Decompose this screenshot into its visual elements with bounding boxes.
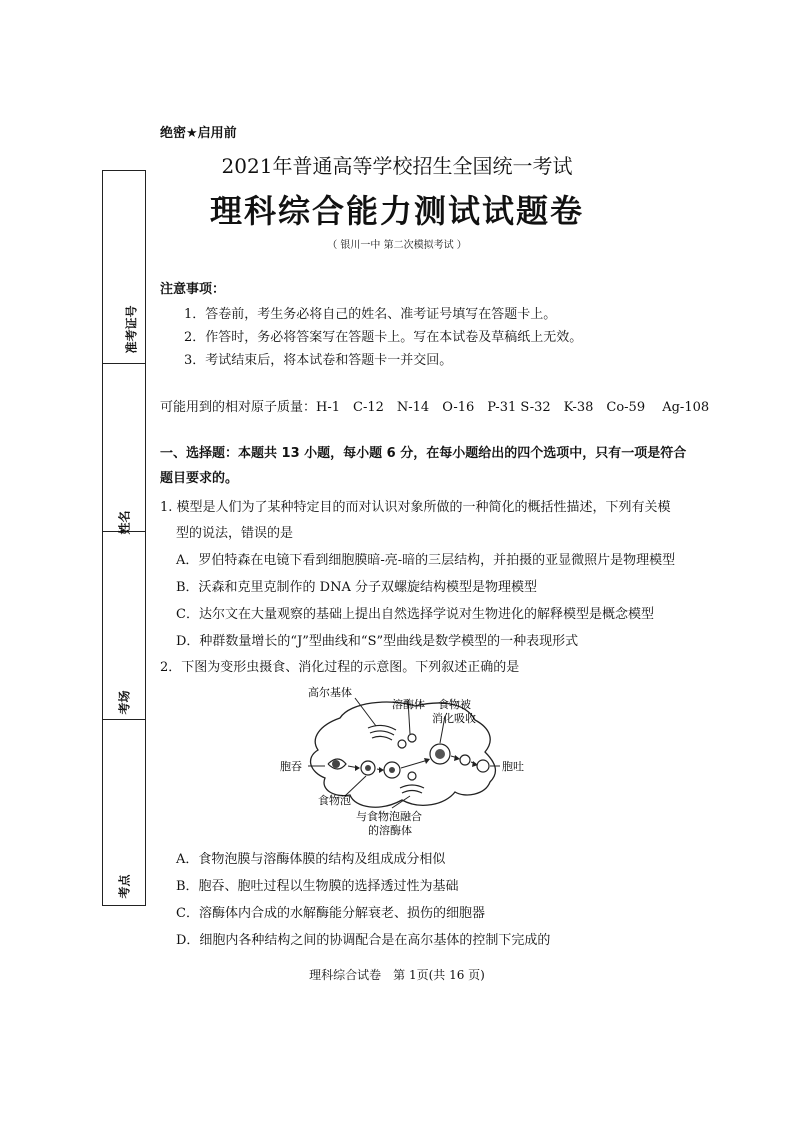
section-heading: 一、选择题：本题共 13 小题，每小题 6 分，在每小题给出的四个选项中，只有一项是符合 [160, 446, 687, 461]
strip-label-name: 姓名 [117, 510, 132, 535]
label-digest-2: 消化吸收 [432, 712, 476, 725]
label-phagocytosis: 胞吞 [280, 760, 302, 773]
page-footer: 理科综合试卷 第 1页(共 16 页) [309, 968, 485, 982]
notice-heading: 注意事项： [160, 282, 226, 297]
label-fused-2: 的溶酶体 [368, 824, 412, 837]
strip-label-exam-site: 考点 [117, 874, 132, 899]
label-fused-1: 与食物泡融合 [356, 810, 422, 823]
secret-mark: 绝密★启用前 [160, 126, 237, 141]
q2-option-d: D．细胞内各种结构之间的协调配合是在高尔基体的控制下完成的 [176, 933, 551, 948]
notice-item: 3．考试结束后，将本试卷和答题卡一并交回。 [184, 353, 453, 368]
label-food-vacuole: 食物泡 [318, 794, 351, 807]
q2-option-a: A．食物泡膜与溶酶体膜的结构及组成成分相似 [176, 852, 446, 867]
binding-strip [102, 170, 146, 906]
label-exocytosis: 胞吐 [502, 760, 524, 773]
q1-option-b: B．沃森和克里克制作的 DNA 分子双螺旋结构模型是物理模型 [176, 580, 538, 595]
exam-title: 2021年普通高等学校招生全国统一考试 [221, 154, 573, 178]
strip-label-exam-room: 考场 [117, 690, 132, 715]
atomic-masses: 可能用到的相对原子质量：H-1 C-12 N-14 O-16 P-31 S-32 K-38 Co-59 Ag-108 [160, 400, 710, 415]
label-digest-1: 食物被 [438, 698, 471, 711]
q2-option-c: C．溶酶体内合成的水解酶能分解衰老、损伤的细胞器 [176, 906, 485, 921]
label-lysosome: 溶酶体 [392, 698, 425, 711]
paper-title: 理科综合能力测试试题卷 [209, 192, 584, 230]
q1-option-d: D．种群数量增长的“J”型曲线和“S”型曲线是数学模型的一种表现形式 [176, 634, 579, 649]
notice-item: 2．作答时，务必将答案写在答题卡上。写在本试卷及草稿纸上无效。 [184, 330, 583, 345]
paper-subtitle: （ 银川一中 第二次模拟考试 ） [327, 240, 467, 251]
q1-option-a: A．罗伯特森在电镜下看到细胞膜暗-亮-暗的三层结构，并拍摄的亚显微照片是物理模型 [176, 553, 676, 568]
q1-stem: 1. 模型是人们为了某种特定目的而对认识对象所做的一种简化的概括性描述，下列有关模 [160, 500, 671, 515]
strip-label-exam-number: 准考证号 [124, 305, 139, 354]
notice-item: 1．答卷前，考生务必将自己的姓名、准考证号填写在答题卡上。 [184, 307, 557, 322]
strip-divider [103, 363, 145, 364]
q1-stem-cont: 型的说法，错误的是 [176, 526, 294, 541]
q2-stem: 2．下图为变形虫摄食、消化过程的示意图。下列叙述正确的是 [160, 660, 520, 675]
label-golgi: 高尔基体 [308, 686, 352, 699]
q1-option-c: C．达尔文在大量观察的基础上提出自然选择学说对生物进化的解释模型是概念模型 [176, 607, 654, 622]
amoeba-diagram [280, 680, 530, 840]
q2-option-b: B．胞吞、胞吐过程以生物膜的选择透过性为基础 [176, 879, 459, 894]
strip-divider [103, 719, 145, 720]
section-heading-cont: 题目要求的。 [160, 471, 239, 486]
